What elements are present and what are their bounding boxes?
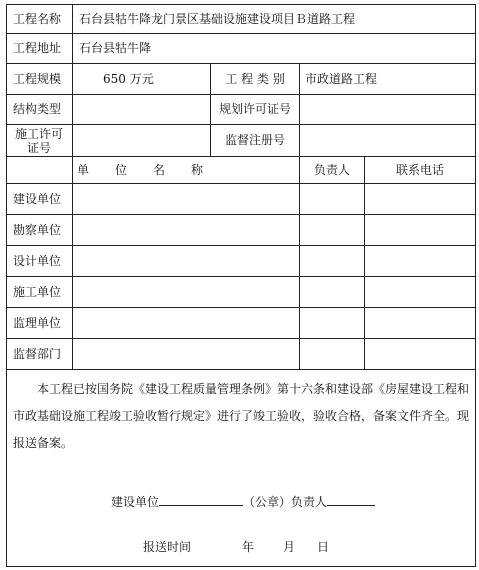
unit-row-label: 勘察单位 xyxy=(13,222,62,237)
construction-permit-value xyxy=(79,124,205,156)
unit-row-person xyxy=(303,338,361,369)
unit-row-name xyxy=(79,214,293,245)
project-address-label: 工程地址 xyxy=(13,41,62,55)
project-type-label: 工 程 类 别 xyxy=(225,71,285,86)
unit-row-label: 设计单位 xyxy=(13,253,62,268)
unit-row-name xyxy=(79,183,293,214)
sign-unit-blank xyxy=(159,494,243,506)
sign-person-label: 负责人 xyxy=(291,495,328,509)
filing-form xyxy=(6,4,476,567)
unit-row-person xyxy=(303,214,361,245)
sign-person-blank xyxy=(327,494,375,506)
construction-permit-label: 施工许可证号 xyxy=(14,126,63,155)
day-label: 日 xyxy=(317,540,330,554)
unit-row-label: 监理单位 xyxy=(13,315,62,330)
units-header-person: 负责人 xyxy=(313,162,350,177)
rule xyxy=(364,156,365,369)
month-label: 月 xyxy=(283,540,296,554)
date-label: 报送时间 xyxy=(143,540,192,554)
unit-row-name xyxy=(79,338,293,369)
unit-row-phone xyxy=(369,276,469,307)
unit-row-label: 建设单位 xyxy=(13,191,62,206)
structure-type-label: 结构类型 xyxy=(13,102,62,116)
rule xyxy=(7,369,475,370)
units-header-unit: 单位名称 xyxy=(76,162,229,177)
unit-row-phone xyxy=(369,307,469,338)
unit-row-person xyxy=(303,245,361,276)
supervision-reg-label: 监督注册号 xyxy=(224,133,285,147)
planning-permit-label: 规划许可证号 xyxy=(218,102,291,116)
signature-line xyxy=(111,494,375,509)
unit-row-label: 施工单位 xyxy=(13,284,62,299)
planning-permit-value xyxy=(305,94,471,124)
project-scale-label: 工程规模 xyxy=(13,71,62,86)
unit-row-person xyxy=(303,276,361,307)
supervision-reg-value xyxy=(305,124,471,156)
unit-row-person xyxy=(303,183,361,214)
project-name-value: 石台县牯牛降龙门景区基础设施建设项目Ｂ道路工程 xyxy=(79,12,356,26)
project-scale-value: 650 万元 xyxy=(103,71,154,86)
unit-row-person xyxy=(303,307,361,338)
statement-paragraph: 本工程已按国务院《建设工程质量管理条例》第十六条和建设部《房屋建设工程和市政基础设施工程竣工验收暂行规定》进行了竣工验收，验收合格，备案文件齐全。现报送备案。 xyxy=(13,382,470,450)
units-header-phone: 联系电话 xyxy=(395,162,444,177)
project-type-value: 市政道路工程 xyxy=(305,71,378,86)
seal-label: （公章） xyxy=(243,495,292,509)
rule xyxy=(299,156,300,369)
rule xyxy=(72,5,73,369)
year-label: 年 xyxy=(242,540,255,554)
unit-row-name xyxy=(79,245,293,276)
sign-unit-label: 建设单位 xyxy=(111,495,160,509)
project-address-value: 石台县牯牛降 xyxy=(79,41,152,55)
project-name-label: 工程名称 xyxy=(13,12,62,26)
rule xyxy=(299,63,300,156)
unit-row-name xyxy=(79,276,293,307)
unit-row-name xyxy=(79,307,293,338)
unit-row-phone xyxy=(369,338,469,369)
unit-row-label: 监督部门 xyxy=(13,346,62,361)
structure-type-value xyxy=(79,94,205,124)
unit-row-phone xyxy=(369,214,469,245)
unit-row-phone xyxy=(369,183,469,214)
unit-row-phone xyxy=(369,245,469,276)
